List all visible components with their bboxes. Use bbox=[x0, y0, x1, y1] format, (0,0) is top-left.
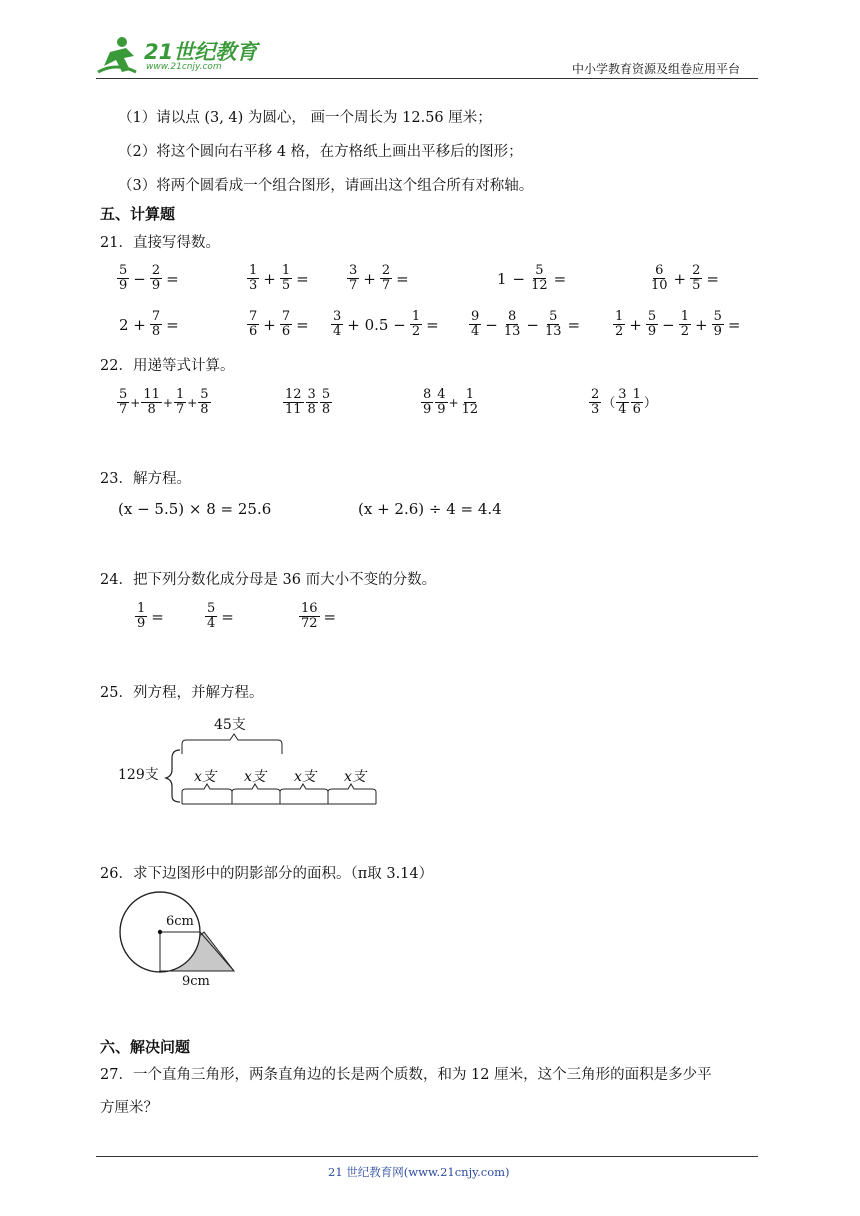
q25-x-label-2: x支 bbox=[244, 769, 266, 785]
q26-radius-label: 6cm bbox=[166, 914, 194, 929]
q24-stem: 24．把下列分数化成分母是 36 而大小不变的分数。 bbox=[100, 572, 437, 588]
q25-diagram bbox=[114, 712, 384, 812]
q24-expr-3: $\frac{16}{72}$ = bbox=[301, 601, 337, 631]
q22-expr-1: $\frac{5}{7}$ + $\frac{11}{8}$ + $\frac{1}{7}$ + $\frac{5}{8}$ bbox=[119, 387, 209, 417]
section-6-title: 六、解决问题 bbox=[100, 1038, 191, 1056]
q25-top-label: 45支 bbox=[214, 717, 246, 733]
q21-expr-10: $\frac{1}{2}$ + $\frac{5}{9}$ − $\frac{1}{2}$ + $\frac{5}{9}$ = bbox=[615, 309, 741, 339]
q21-expr-5: $\frac{6}{10}$ + $\frac{2}{5}$ = bbox=[651, 263, 719, 293]
q27-line-1: 27．一个直角三角形，两条直角边的长是两个质数，和为 12 厘米，这个三角形的面积是多少平 bbox=[100, 1067, 712, 1083]
section-5-title: 五、计算题 bbox=[100, 205, 176, 223]
q22-expr-4: $\frac{2}{3}$ （ $\frac{3}{4}$ $\frac{1}{6}$ ） bbox=[591, 387, 657, 417]
q21-expr-3: $\frac{3}{7}$ + $\frac{2}{7}$ = bbox=[349, 263, 409, 293]
bracket-diagram bbox=[114, 712, 384, 812]
q21-expr-6: 2 + $\frac{7}{8}$ = bbox=[119, 309, 179, 339]
q21-expr-9: $\frac{9}{4}$ − $\frac{8}{13}$ − $\frac{5}{13}$ = bbox=[471, 309, 581, 339]
header-right-text: 中小学教育资源及组卷应用平台 bbox=[572, 62, 741, 76]
q21-expr-1: $\frac{5}{9}$ − $\frac{2}{9}$ = bbox=[119, 263, 179, 293]
q24-expr-1: $\frac{1}{9}$ = bbox=[137, 601, 164, 631]
q25-side-label: 129支 bbox=[118, 767, 159, 783]
q22-stem: 22．用递等式计算。 bbox=[100, 358, 235, 374]
q22-expr-2: $\frac{12}{11}$ $\frac{3}{8}$ $\frac{5}{8}$ bbox=[285, 387, 331, 417]
q26-figure bbox=[112, 890, 252, 994]
item-2: （2）将这个圆向右平移 4 格，在方格纸上画出平移后的图形； bbox=[118, 144, 523, 160]
footer-text: 21 世纪教育网(www.21cnjy.com) bbox=[328, 1165, 510, 1179]
q24-expr-2: $\frac{5}{4}$ = bbox=[207, 601, 234, 631]
q21-expr-7: $\frac{7}{6}$ + $\frac{7}{6}$ = bbox=[249, 309, 309, 339]
q25-x-label-3: x支 bbox=[294, 769, 316, 785]
q21-expr-8: $\frac{3}{4}$ + 0.5 − $\frac{1}{2}$ = bbox=[333, 309, 439, 339]
q21-stem: 21．直接写得数。 bbox=[100, 235, 220, 251]
item-1: （1）请以点 (3, 4) 为圆心， 画一个周长为 12.56 厘米； bbox=[118, 110, 492, 126]
header-rule bbox=[96, 78, 758, 79]
q23-stem: 23．解方程。 bbox=[100, 471, 191, 487]
q25-stem: 25．列方程，并解方程。 bbox=[100, 685, 264, 701]
footer-rule bbox=[96, 1156, 758, 1157]
header-logo bbox=[96, 32, 266, 78]
logo-title: 21世纪教育 bbox=[144, 40, 258, 64]
q25-x-label-1: x支 bbox=[194, 769, 216, 785]
q23-equation-2: (x + 2.6) ÷ 4 = 4.4 bbox=[358, 500, 502, 518]
q27-line-2: 方厘米？ bbox=[100, 1100, 158, 1116]
item-3: （3）将两个圆看成一个组合图形，请画出这个组合所有对称轴。 bbox=[118, 178, 534, 194]
q22-expr-3: $\frac{8}{9}$ $\frac{4}{9}$ + $\frac{1}{12}$ bbox=[423, 387, 479, 417]
q26-stem: 26．求下边图形中的阴影部分的面积。（π取 3.14） bbox=[100, 866, 434, 882]
logo-url: www.21cnjy.com bbox=[146, 62, 222, 72]
q26-base-label: 9cm bbox=[182, 974, 210, 989]
q23-equation-1: (x − 5.5) × 8 = 25.6 bbox=[118, 500, 272, 518]
q21-expr-2: $\frac{1}{3}$ + $\frac{1}{5}$ = bbox=[249, 263, 309, 293]
q21-expr-4: 1 − $\frac{5}{12}$ = bbox=[497, 263, 567, 293]
q25-x-label-4: x支 bbox=[344, 769, 366, 785]
